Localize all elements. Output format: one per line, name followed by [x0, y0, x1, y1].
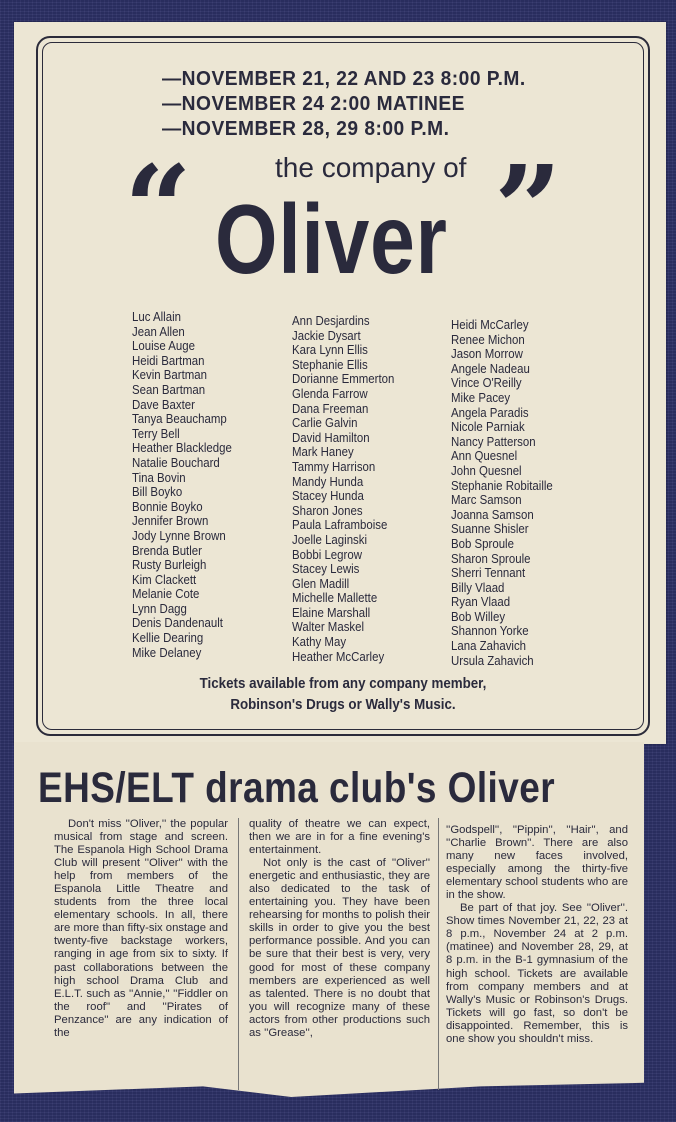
cast-member-name: Glen Madill [292, 575, 350, 591]
article-paragraph: Not only is the cast of ''Oliver'' energetic and enthusiastic, they are also dedicated to the task of entertaining you. They have been rehearsing for months to polish their skills in order to give you the best performance possible. And you can be sure that their best is very, very good for most of these company members are experienced as well as talented. There is no doubt that you will recognize many of these actors from other productions such as ''Grease'', [249, 857, 430, 1039]
cast-member-name: Bobbi Legrow [292, 546, 362, 562]
cast-member-name: Jason Morrow [451, 346, 523, 362]
open-quote-mark: “ [124, 139, 192, 278]
show-date-line-3: —NOVEMBER 28, 29 8:00 P.M. [162, 118, 450, 140]
cast-member-name: Jackie Dysart [292, 327, 361, 343]
cast-member-name: Suanne Shisler [451, 521, 529, 537]
article-paragraph: ''Godspell'', ''Pippin'', ''Hair'', and ''Charlie Brown''. There are also many new faces involved, especially among the thirty-five elementary school students who are in the show. [446, 824, 628, 902]
cast-member-name: Bill Boyko [132, 484, 183, 500]
cast-member-name: Stacey Lewis [292, 561, 360, 577]
cast-member-name: Dave Baxter [132, 396, 195, 412]
ticket-info-line-2: Robinson's Drugs or Wally's Music. [230, 697, 456, 713]
cast-member-name: Kellie Dearing [132, 630, 204, 646]
ticket-info-line-1: Tickets available from any company member, [199, 676, 487, 692]
cast-member-name: Joanna Samson [451, 506, 534, 522]
cast-member-name: Ann Desjardins [292, 313, 370, 328]
article-column-1 [54, 818, 228, 1040]
cast-member-name: Ursula Zahavich [451, 652, 534, 668]
cast-member-name: Sherri Tennant [451, 565, 526, 581]
cast-member-name: Jody Lynne Brown [132, 527, 226, 543]
cast-member-name: Heidi McCarley [451, 317, 529, 332]
cast-member-name: Michelle Mallette [292, 590, 378, 606]
cast-member-name: Tina Bovin [132, 469, 186, 485]
close-quote-mark: ” [494, 139, 562, 278]
cast-member-name: Nancy Patterson [451, 433, 536, 449]
cast-member-name: Jean Allen [132, 323, 185, 339]
cast-member-name: Mike Delaney [132, 644, 202, 660]
article-headline: EHS/ELT drama club's Oliver [38, 764, 556, 812]
cast-member-name: Louise Auge [132, 338, 195, 354]
cast-member-name: Natalie Bouchard [132, 454, 220, 470]
cast-member-name: Glenda Farrow [292, 385, 368, 401]
cast-member-name: Lynn Dagg [132, 600, 187, 616]
cast-member-name: Brenda Butler [132, 542, 202, 558]
cast-member-name: Sean Bartman [132, 381, 206, 397]
cast-member-name: Heather Blackledge [132, 440, 232, 456]
column-divider [238, 818, 239, 1090]
cast-member-name: Joelle Laginski [292, 531, 368, 547]
article-paragraph: quality of theatre we can expect, then we are in for a fine evening's entertainment. [249, 818, 430, 857]
article-column-2 [249, 818, 430, 1040]
article-paragraph: Don't miss ''Oliver,'' the popular musical from stage and screen. The Espanola High School Drama Club will present ''Oliver'' with the help from members of the Espanola Little Theatre and students from the three local elementary schools. In all, there are more than fifty-six onstage and twenty-five backstage workers, ranging in age from six to sixty. If past collaborations between the high school Drama Club and E.L.T. such as ''Annie,'' ''Fiddler on the roof'' and ''Pirates of Penzance'' are any indication of the [54, 818, 228, 1039]
cast-member-name: John Quesnel [451, 462, 522, 478]
cast-member-name: Terry Bell [132, 425, 180, 441]
cast-member-name: Heidi Bartman [132, 352, 205, 368]
cast-member-name: Mike Pacey [451, 389, 511, 405]
cast-member-name: Stephanie Robitaille [451, 477, 553, 493]
company-of-text: the company of [275, 152, 467, 183]
cast-member-name: Dana Freeman [292, 400, 369, 416]
cast-member-name: Angela Paradis [451, 404, 529, 420]
show-title: Oliver [215, 184, 448, 294]
column-divider [438, 818, 439, 1090]
cast-member-name: Sharon Sproule [451, 550, 531, 566]
cast-member-name: Lana Zahavich [451, 638, 527, 654]
cast-member-name: Billy Vlaad [451, 579, 505, 595]
cast-list-column-1 [132, 310, 232, 660]
cast-member-name: Ann Quesnel [451, 448, 518, 464]
cast-member-name: Luc Allain [132, 309, 181, 324]
cast-member-name: Vince O'Reilly [451, 375, 522, 391]
show-date-line-1: —NOVEMBER 21, 22 AND 23 8:00 P.M. [162, 68, 526, 90]
cast-member-name: Paula Laframboise [292, 517, 388, 533]
cast-list-column-2 [292, 314, 394, 664]
cast-member-name: Mark Haney [292, 444, 354, 460]
cast-member-name: Bonnie Boyko [132, 498, 203, 514]
cast-member-name: Kevin Bartman [132, 367, 208, 383]
cast-member-name: Kara Lynn Ellis [292, 342, 368, 358]
article-column-3 [446, 824, 628, 1046]
cast-member-name: Elaine Marshall [292, 604, 371, 620]
cast-member-name: Heather McCarley [292, 648, 385, 664]
cast-member-name: Mandy Hunda [292, 473, 364, 489]
show-date-line-2: —NOVEMBER 24 2:00 MATINEE [162, 93, 465, 115]
cast-list-column-3 [451, 318, 553, 668]
cast-member-name: Nicole Parniak [451, 419, 525, 435]
cast-member-name: Carlie Galvin [292, 415, 358, 431]
cast-member-name: Renee Michon [451, 331, 525, 347]
cast-member-name: Kathy May [292, 634, 347, 650]
cast-member-name: Rusty Burleigh [132, 557, 207, 573]
cast-member-name: Bob Sproule [451, 535, 514, 551]
cast-member-name: David Hamilton [292, 429, 370, 445]
cast-member-name: Walter Maskel [292, 619, 365, 635]
cast-member-name: Jennifer Brown [132, 513, 209, 529]
cast-member-name: Sharon Jones [292, 502, 363, 518]
cast-member-name: Tanya Beauchamp [132, 411, 227, 427]
ticket-info [191, 674, 495, 716]
cast-member-name: Ryan Vlaad [451, 594, 511, 610]
cast-member-name: Marc Samson [451, 492, 522, 508]
cast-member-name: Kim Clackett [132, 571, 197, 587]
cast-member-name: Tammy Harrison [292, 458, 376, 474]
cast-member-name: Stacey Hunda [292, 488, 364, 504]
cast-member-name: Denis Dandenault [132, 615, 223, 631]
article-paragraph: Be part of that joy. See ''Oliver''. Show times November 21, 22, 23 at 8 p.m., November 24 at 2 p.m. (matinee) and November 28, 29, at 8 p.m. in the B-1 gymnasium of the high school. Tickets are available from company members and at Wally's Music or Robinson's Drugs. Tickets will go fast, so don't be disappointed. Remember, this is one show you shouldn't miss. [446, 902, 628, 1045]
cast-member-name: Angele Nadeau [451, 360, 530, 376]
cast-member-name: Stephanie Ellis [292, 356, 368, 372]
cast-member-name: Shannon Yorke [451, 623, 529, 639]
cast-member-name: Melanie Cote [132, 586, 200, 602]
cast-member-name: Bob Willey [451, 608, 506, 624]
cast-member-name: Dorianne Emmerton [292, 371, 395, 387]
